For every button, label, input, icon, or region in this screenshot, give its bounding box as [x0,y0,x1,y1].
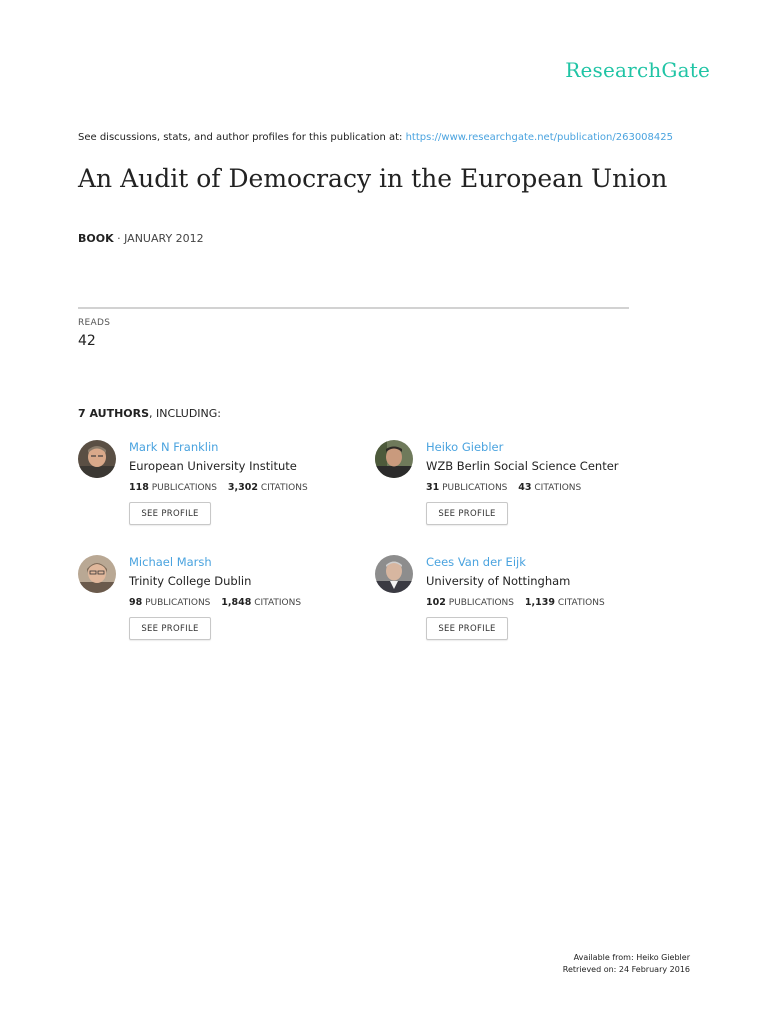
publications-label: PUBLICATIONS [151,483,217,493]
divider [78,307,629,309]
citations-count: 3,302 [227,482,258,493]
see-profile-button[interactable]: SEE PROFILE [426,502,508,525]
researchgate-logo[interactable]: ResearchGate [565,58,710,82]
author-avatar[interactable] [78,440,116,478]
author-institution: University of Nottingham [426,574,571,588]
author-card [375,555,675,665]
author-card [375,440,675,550]
publications-label: PUBLICATIONS [448,598,514,608]
discussion-line [78,132,673,143]
author-stats [426,597,605,608]
discussion-text: See discussions, stats, and author profiles for this publication at: [78,132,406,143]
author-stats [426,482,581,493]
author-stats [129,482,308,493]
authors-heading [78,407,221,420]
author-avatar[interactable] [78,555,116,593]
author-stats [129,597,301,608]
publications-count: 102 [426,597,446,608]
publications-label: PUBLICATIONS [145,598,211,608]
author-avatar[interactable] [375,555,413,593]
author-name[interactable]: Michael Marsh [129,555,212,569]
citations-label: CITATIONS [557,598,605,608]
publication-meta [78,232,204,245]
citations-label: CITATIONS [534,483,582,493]
citations-count: 43 [518,482,532,493]
citations-count: 1,139 [524,597,555,608]
author-avatar[interactable] [375,440,413,478]
authors-heading-suffix: , INCLUDING: [149,407,221,420]
citations-count: 1,848 [221,597,252,608]
publications-count: 98 [129,597,143,608]
author-card [78,555,378,665]
see-profile-button[interactable]: SEE PROFILE [129,502,211,525]
publication-type: BOOK [78,232,114,245]
available-from: Available from: Heiko Giebler [573,953,690,962]
citations-label: CITATIONS [254,598,302,608]
author-institution: Trinity College Dublin [129,574,252,588]
reads-count: 42 [78,333,96,349]
see-profile-button[interactable]: SEE PROFILE [426,617,508,640]
publications-label: PUBLICATIONS [442,483,508,493]
author-institution: European University Institute [129,459,297,473]
author-name[interactable]: Cees Van der Eijk [426,555,526,569]
publications-count: 118 [129,482,149,493]
author-institution: WZB Berlin Social Science Center [426,459,619,473]
author-card [78,440,378,550]
author-name[interactable]: Heiko Giebler [426,440,504,454]
publication-title: An Audit of Democracy in the European Union [78,164,668,193]
meta-separator: · [113,232,125,245]
retrieved-on: Retrieved on: 24 February 2016 [562,965,690,974]
publication-date: JANUARY 2012 [124,232,204,245]
reads-label: READS [78,318,111,328]
publications-count: 31 [426,482,440,493]
publication-link[interactable]: https://www.researchgate.net/publication/263008425 [405,132,673,143]
authors-count: 7 AUTHORS [78,407,150,420]
footer-note [563,952,690,976]
see-profile-button[interactable]: SEE PROFILE [129,617,211,640]
citations-label: CITATIONS [260,483,308,493]
author-name[interactable]: Mark N Franklin [129,440,219,454]
